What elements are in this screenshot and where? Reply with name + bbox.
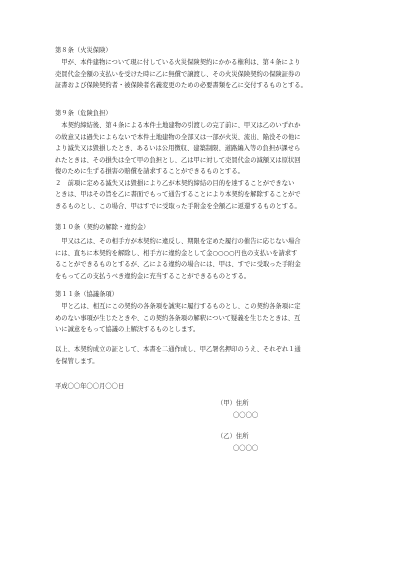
article-10-heading: 第１０条（契約の解除・違約金） bbox=[55, 224, 150, 231]
article-8-body: 甲が、本件建物について現に付している火災保険契約にかかる権利は、第４条により 売買代金全額の支払いを受けた時に乙に無償で譲渡し、その火災保険契約の保険証券の 証書および保険契約者・被保険者名義変更のための必要書類を乙に交付するものとする。 bbox=[55, 59, 307, 89]
article-11-heading: 第１１条（協議条項） bbox=[55, 291, 118, 298]
article-10-body: 甲又は乙は、その相手方が本契約に違反し、期限を定めた履行の催告に応じない場合 には、直ちに本契約を解除し、相手方に違約金として金○○○○円也の支払いを請求す ることができるものとするが、乙による違約の場合には、甲は、すでに受取った手附金 をもって乙の支払うべき違約金に充当することができるものとする。 bbox=[55, 238, 301, 280]
article-8-heading: 第８条（火災保険） bbox=[55, 47, 112, 54]
party-a-address-label: （甲）住所 bbox=[217, 400, 249, 407]
contract-date: 平成〇〇年〇〇月〇〇日 bbox=[55, 383, 125, 390]
closing-statement: 以上、本契約成立の証として、本書を二通作成し、甲乙署名押印のうえ、それぞれ１通 を保管します。 bbox=[55, 346, 301, 365]
article-9-body: 本契約締結後、第４条による本件土地建物の引渡しの完了前に、甲又は乙のいずれか の故意又は過失によらないで本件土地建物の全部又は一部が火災、流出、陥没その他に より滅失又は毀損したとき、あるいは公用徴収、建築制限、道路編入等の負担が課せら れたときは、その損失は全て甲の負担とし、乙は甲に対して売買代金の減額又は原状回 復のために生ずる損害の賠償を請求することができるものとする。 ２ 前項に定める滅失又は毀損により乙が本契約締結の目的を達することができない ときは、甲はその旨を乙に書面でもって通告することにより本契約を解除することがで きるものとし、この場合、甲はすでに受取った手附金を全額乙に返還するものとする。 bbox=[55, 122, 301, 210]
party-a-name: 〇〇〇〇 bbox=[233, 412, 259, 419]
party-b-name: 〇〇〇〇 bbox=[233, 445, 259, 452]
article-11-body: 甲と乙は、相互にこの契約の各条項を誠実に履行するものとし、この契約各条項に定 めのない事項が生じたときや、この契約各条項の解釈について疑義を生じたときは、互 いに誠意をもって協議の上解決するものとします。 bbox=[55, 303, 301, 333]
article-9-heading: 第９条（危険負担） bbox=[55, 110, 112, 117]
party-b-address-label: （乙）住所 bbox=[217, 433, 249, 440]
